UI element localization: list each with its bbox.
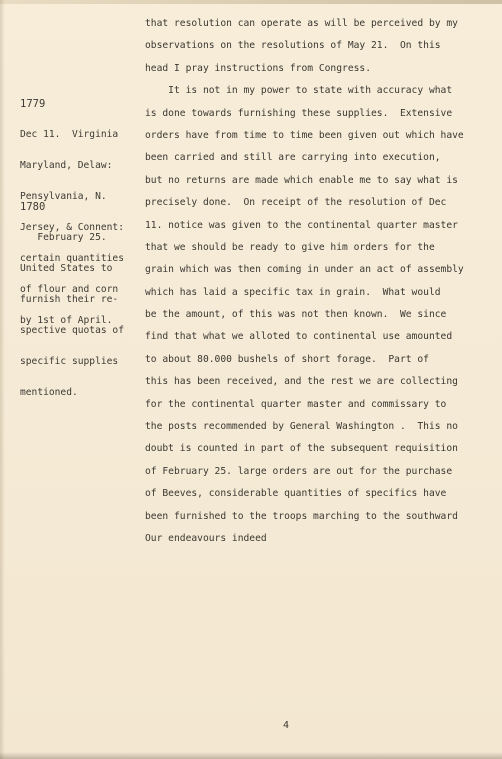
page-left-edge-shadow bbox=[0, 0, 5, 759]
body-line: that we should be ready to give him orders for the bbox=[145, 241, 435, 253]
body-line: for the continental quarter master and commissary to bbox=[145, 398, 447, 410]
body-line: head I pray instructions from Congress. bbox=[145, 62, 371, 74]
body-line: but no returns are made which enable me to say what is bbox=[145, 174, 458, 186]
body-line: doubt is counted in part of the subsequent requisition bbox=[145, 443, 458, 455]
body-line: this has been received, and the rest we are collecting bbox=[145, 376, 458, 388]
margin-note-line: spective quotas of bbox=[20, 324, 124, 336]
body-line: precisely done. On receipt of the resolution of Dec bbox=[145, 197, 447, 209]
body-line: that resolution can operate as will be perceived by my bbox=[145, 18, 458, 29]
margin-note-year: 1779 bbox=[20, 97, 46, 110]
body-line: been furnished to the troops marching to the southward bbox=[145, 510, 458, 522]
body-line: orders have from time to time been given out which have bbox=[145, 129, 464, 141]
body-line: of February 25. large orders are out for the purchase bbox=[145, 465, 453, 477]
page-bottom-edge bbox=[0, 752, 502, 759]
body-line: It is not in my power to state with accuracy what bbox=[145, 85, 453, 97]
margin-note-1780 bbox=[20, 181, 142, 419]
body-line: 11. notice was given to the continental quarter master bbox=[145, 219, 458, 231]
body-line: been carried and still are carrying into execution, bbox=[145, 152, 441, 164]
body-line: observations on the resolutions of May 21. On this bbox=[145, 40, 441, 52]
body-line: is done towards furnishing these supplies. Extensive bbox=[145, 107, 453, 119]
body-line: Our endeavours indeed bbox=[145, 532, 267, 544]
margin-note-line: furnish their re- bbox=[20, 293, 119, 305]
body-line: be the amount, of this was not then known. We since bbox=[145, 309, 447, 321]
margin-note-line: February 25. bbox=[20, 232, 107, 244]
body-line: find that what we alloted to continental use amounted bbox=[145, 331, 453, 343]
margin-note-line: certain quantities bbox=[20, 252, 124, 264]
margin-note-line: Jersey, & Connent: bbox=[20, 221, 124, 233]
margin-note-line: United States to bbox=[20, 263, 113, 275]
margin-note-line: specific supplies bbox=[20, 355, 119, 367]
margin-note-year: 1780 bbox=[20, 200, 46, 213]
body-line: of Beeves, considerable quantities of specifics have bbox=[145, 488, 447, 500]
body-line: to about 80.000 bushels of short forage. Part of bbox=[145, 353, 429, 365]
margin-note-line: of flour and corn bbox=[20, 283, 119, 295]
page-top-edge bbox=[0, 0, 502, 4]
margin-note-line: mentioned. bbox=[20, 386, 78, 398]
margin-note-line: Pensylvania, N. bbox=[20, 190, 107, 202]
letter-body bbox=[145, 13, 485, 550]
body-line: which has laid a specific tax in grain. What would bbox=[145, 286, 441, 298]
margin-note-line: Dec 11. Virginia bbox=[20, 129, 119, 141]
page-number: 4 bbox=[282, 720, 290, 731]
margin-note-line: Maryland, Delaw: bbox=[20, 160, 113, 172]
body-line: grain which was then coming in under an act of assembly bbox=[145, 264, 464, 276]
body-line: the posts recommended by General Washington . This no bbox=[145, 421, 458, 433]
margin-note-line: by 1st of April. bbox=[20, 314, 113, 326]
